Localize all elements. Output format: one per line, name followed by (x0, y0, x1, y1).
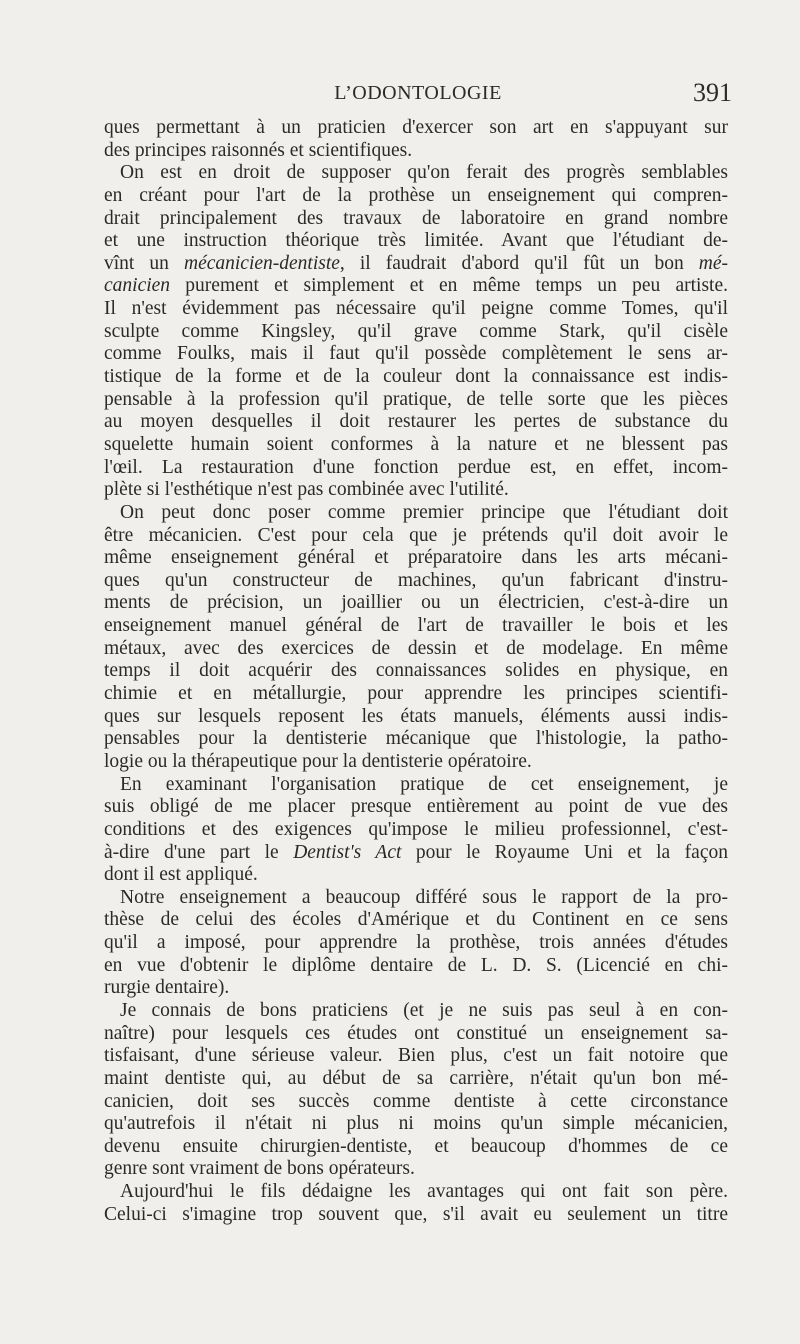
line-text: vînt un (104, 252, 184, 274)
text-line (104, 1204, 728, 1227)
line-text: On est en droit de supposer qu'on ferait des progrès semblables (120, 162, 728, 184)
line-text: drait principalement des travaux de laboratoire en grand nombre (104, 207, 728, 229)
line-text: des principes raisonnés et scientifiques. (104, 139, 413, 161)
line-text: ques sur lesquels reposent les états manuels, éléments aussi indis- (104, 705, 728, 727)
line-text: canicien, doit ses succès comme dentiste à cette circonstance (104, 1090, 728, 1112)
line-text: rurgie dentaire). (104, 977, 230, 999)
text-line (104, 185, 728, 208)
line-text: pour le Royaume Uni et la façon (401, 841, 728, 863)
text-line (104, 117, 728, 140)
line-text: à-dire d'une part le (104, 841, 294, 863)
line-text: tistique de la forme et de la couleur dont la connaissance est indis- (104, 366, 728, 388)
italic-text: mé- (698, 252, 728, 274)
text-line (104, 842, 728, 865)
line-text: l'œil. La restauration d'une fonction perdue est, en effet, incom- (104, 456, 728, 478)
line-text: purement et simplement et en même temps un peu artiste. (170, 275, 728, 297)
line-text: Il n'est évidemment pas nécessaire qu'il peigne comme Tomes, qu'il (104, 298, 728, 320)
text-line (104, 389, 728, 412)
line-text: être mécanicien. C'est pour cela que je prétends qu'il doit avoir le (104, 524, 728, 546)
line-text: sculpte comme Kingsley, qu'il grave comme Stark, qu'il cisèle (104, 320, 728, 342)
line-text: dont il est appliqué. (104, 864, 258, 886)
line-text: On peut donc poser comme premier principe que l'étudiant doit (120, 501, 728, 523)
text-line (104, 230, 728, 253)
text-line (104, 660, 728, 683)
line-text: genre sont vraiment de bons opérateurs. (104, 1158, 415, 1180)
text-line (104, 819, 728, 842)
line-text: thèse de celui des écoles d'Amérique et du Continent en ce sens (104, 909, 728, 931)
text-line (104, 796, 728, 819)
text-line (104, 321, 728, 344)
line-text: métaux, avec des exercices de dessin et de modelage. En même (104, 637, 728, 659)
text-line (104, 728, 728, 751)
text-line (104, 1000, 728, 1023)
text-line (104, 887, 728, 910)
line-text: devenu ensuite chirurgien-dentiste, et beaucoup d'hommes de ce (104, 1135, 728, 1157)
line-text: et une instruction théorique très limitée. Avant que l'étudiant de- (104, 230, 728, 252)
text-line (104, 253, 728, 276)
text-line (104, 298, 728, 321)
line-text: En examinant l'organisation pratique de cet enseignement, je (120, 773, 728, 795)
text-line (104, 275, 728, 298)
line-text: même enseignement général et préparatoire dans les arts mécani- (104, 547, 728, 569)
text-line (104, 411, 728, 434)
text-line (104, 343, 728, 366)
line-text: en créant pour l'art de la prothèse un enseignement qui compren- (104, 184, 728, 206)
text-line (104, 864, 728, 887)
text-line (104, 1136, 728, 1159)
line-text: maint dentiste qui, au début de sa carrière, n'était qu'un bon mé- (104, 1067, 728, 1089)
line-text: tisfaisant, d'une sérieuse valeur. Bien plus, c'est un fait notoire que (104, 1045, 728, 1067)
text-line (104, 1158, 728, 1181)
text-line (104, 751, 728, 774)
text-line (104, 162, 728, 185)
line-text: pensable à la profession qu'il pratique, de telle sorte que les pièces (104, 388, 728, 410)
page-header (104, 78, 732, 112)
text-line (104, 140, 728, 163)
text-line (104, 457, 728, 480)
line-text: enseignement manuel général de l'art de travailler le bois et les (104, 615, 728, 637)
line-text: Je connais de bons praticiens (et je ne suis pas seul à en con- (120, 999, 728, 1021)
text-line (104, 683, 728, 706)
line-text: squelette humain soient conformes à la nature et ne blessent pas (104, 433, 728, 455)
text-line (104, 1068, 728, 1091)
text-line (104, 638, 728, 661)
line-text: chimie et en métallurgie, pour apprendre les principes scientifi- (104, 683, 728, 705)
text-line (104, 547, 728, 570)
line-text: conditions et des exigences qu'impose le milieu professionnel, c'est- (104, 818, 728, 840)
italic-text: canicien (104, 275, 171, 297)
line-text: Notre enseignement a beaucoup différé sous le rapport de la pro- (120, 886, 728, 908)
line-text: ments de précision, un joaillier ou un électricien, c'est-à-dire un (104, 592, 728, 614)
line-text: qu'il a imposé, pour apprendre la prothèse, trois années d'études (104, 932, 728, 954)
italic-text: Dentist's Act (293, 841, 402, 863)
text-line (104, 932, 728, 955)
text-line (104, 570, 728, 593)
text-line (104, 774, 728, 797)
text-line (104, 1045, 728, 1068)
text-line (104, 502, 728, 525)
text-line (104, 208, 728, 231)
text-line (104, 366, 728, 389)
text-line (104, 706, 728, 729)
line-text: ques qu'un constructeur de machines, qu'un fabricant d'instru- (104, 569, 728, 591)
italic-text: mécanicien-dentiste (183, 252, 340, 274)
line-text: plète si l'esthétique n'est pas combinée avec l'utilité. (104, 479, 509, 501)
text-line (104, 1181, 728, 1204)
line-text: suis obligé de me placer presque entièrement au point de vue des (104, 796, 728, 818)
text-line (104, 592, 728, 615)
text-line (104, 525, 728, 548)
text-line (104, 434, 728, 457)
text-line (104, 1091, 728, 1114)
body-text (104, 117, 728, 1226)
text-line (104, 955, 728, 978)
line-text: temps il doit acquérir des connaissances solides en physique, en (104, 660, 728, 682)
line-text: comme Foulks, mais il faut qu'il possède complètement le sens ar- (104, 343, 728, 365)
line-text: en vue d'obtenir le diplôme dentaire de L. D. S. (Licencié en chi- (104, 954, 728, 976)
page-number: 391 (693, 78, 732, 107)
running-title: L’ODONTOLOGIE (334, 82, 502, 104)
text-line (104, 977, 728, 1000)
line-text: naître) pour lesquels ces études ont constitué un enseignement sa- (104, 1022, 728, 1044)
line-text: Aujourd'hui le fils dédaigne les avantages qui ont fait son père. (120, 1181, 728, 1203)
line-text: logie ou la thérapeutique pour la dentisterie opératoire. (104, 750, 532, 772)
line-text: au moyen desquelles il doit restaurer les pertes de substance du (104, 411, 728, 433)
line-text: ques permettant à un praticien d'exercer son art en s'appuyant sur (104, 117, 728, 138)
text-line (104, 1113, 728, 1136)
text-line (104, 615, 728, 638)
line-text: Celui-ci s'imagine trop souvent que, s'il avait eu seulement un titre (104, 1203, 728, 1225)
text-line (104, 479, 728, 502)
line-text: pensables pour la dentisterie mécanique que l'histologie, la patho- (104, 728, 728, 750)
line-text: qu'autrefois il n'était ni plus ni moins qu'un simple mécanicien, (104, 1113, 728, 1135)
text-line (104, 1023, 728, 1046)
text-line (104, 909, 728, 932)
line-text: , il faudrait d'abord qu'il fût un bon (339, 252, 699, 274)
